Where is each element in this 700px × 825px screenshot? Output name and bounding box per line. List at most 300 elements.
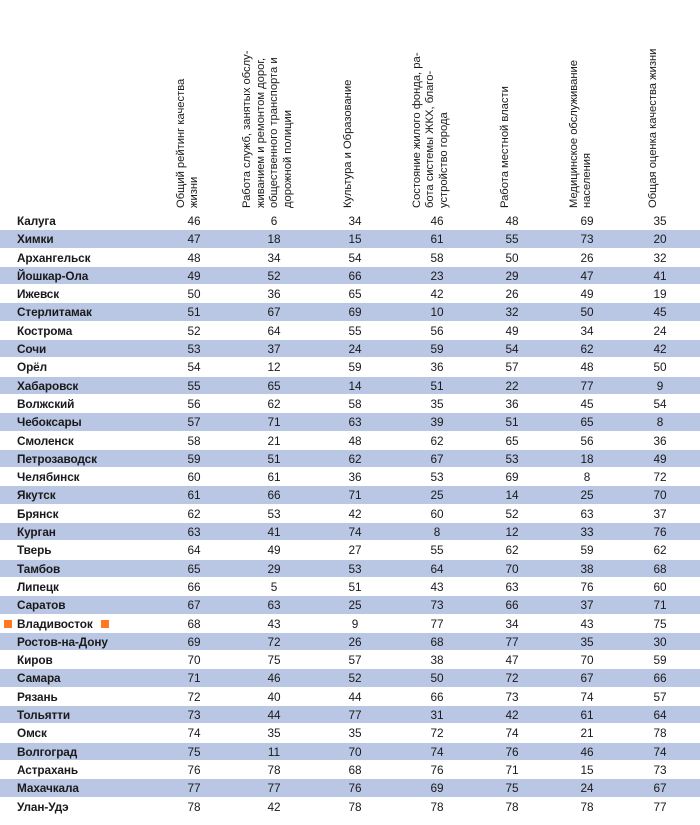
cell-value: 59 — [653, 653, 667, 668]
cell-value: 78 — [187, 799, 201, 814]
cell-value: 76 — [505, 744, 519, 759]
cell-value: 56 — [187, 396, 201, 411]
table-row — [0, 249, 700, 267]
cell-value: 73 — [430, 598, 444, 613]
cell-value: 29 — [267, 561, 281, 576]
table-row — [0, 633, 700, 651]
city-name: Самара — [17, 671, 61, 686]
cell-value: 31 — [430, 708, 444, 723]
cell-value: 50 — [580, 305, 594, 320]
table-row — [0, 322, 700, 340]
city-name: Волжский — [17, 396, 75, 411]
table-row — [0, 596, 700, 614]
cell-value: 41 — [267, 525, 281, 540]
cell-value: 49 — [267, 543, 281, 558]
city-name: Волгоград — [17, 744, 78, 759]
cell-value: 42 — [348, 506, 362, 521]
table-row — [0, 743, 700, 761]
cell-value: 67 — [267, 305, 281, 320]
cell-value: 25 — [580, 488, 594, 503]
cell-value: 53 — [505, 451, 519, 466]
cell-value: 64 — [430, 561, 444, 576]
cell-value: 69 — [430, 781, 444, 796]
table-row — [0, 688, 700, 706]
cell-value: 74 — [653, 744, 667, 759]
cell-value: 75 — [653, 616, 667, 631]
cell-value: 74 — [348, 525, 362, 540]
cell-value: 75 — [505, 781, 519, 796]
cell-value: 67 — [653, 781, 667, 796]
city-name: Калуга — [17, 214, 56, 228]
column-header-line: живанием и ремонтом дорог, — [254, 57, 267, 208]
cell-value: 77 — [267, 781, 281, 796]
cell-value: 59 — [348, 360, 362, 375]
cell-value: 35 — [580, 634, 594, 649]
cell-value: 40 — [267, 689, 281, 704]
cell-value: 66 — [653, 671, 667, 686]
cell-value: 51 — [348, 579, 362, 594]
cell-value: 71 — [267, 415, 281, 430]
cell-value: 37 — [653, 506, 667, 521]
cell-value: 25 — [348, 598, 362, 613]
table-row — [0, 761, 700, 779]
cell-value: 57 — [187, 415, 201, 430]
cell-value: 34 — [348, 214, 362, 228]
cell-value: 14 — [348, 378, 362, 393]
cell-value: 67 — [580, 671, 594, 686]
cell-value: 5 — [270, 579, 278, 594]
cell-value: 69 — [505, 470, 519, 485]
cell-value: 72 — [653, 470, 667, 485]
cell-value: 76 — [580, 579, 594, 594]
cell-value: 33 — [580, 525, 594, 540]
cell-value: 60 — [653, 579, 667, 594]
column-header-line: Культура и Образование — [342, 79, 355, 208]
cell-value: 54 — [187, 360, 201, 375]
cell-value: 51 — [187, 305, 201, 320]
cell-value: 64 — [187, 543, 201, 558]
cell-value: 77 — [430, 616, 444, 631]
cell-value: 76 — [430, 762, 444, 777]
table-row — [0, 505, 700, 523]
cell-value: 78 — [653, 726, 667, 741]
cell-value: 23 — [430, 268, 444, 283]
cell-value: 72 — [505, 671, 519, 686]
cell-value: 60 — [430, 506, 444, 521]
cell-value: 68 — [653, 561, 667, 576]
cell-value: 64 — [653, 708, 667, 723]
cell-value: 45 — [653, 305, 667, 320]
cell-value: 55 — [505, 232, 519, 247]
cell-value: 68 — [430, 634, 444, 649]
cell-value: 72 — [187, 689, 201, 704]
column-header-line: жизни — [188, 176, 200, 208]
cell-value: 44 — [348, 689, 362, 704]
cell-value: 8 — [583, 470, 591, 485]
cell-value: 73 — [505, 689, 519, 704]
cell-value: 48 — [580, 360, 594, 375]
city-name: Тамбов — [17, 561, 61, 576]
table-row — [0, 340, 700, 358]
column-header-line: Общий рейтинг качества — [174, 78, 187, 208]
cell-value: 65 — [348, 287, 362, 302]
cell-value: 62 — [580, 342, 594, 357]
cell-value: 74 — [505, 726, 519, 741]
table-row — [0, 615, 700, 633]
cell-value: 55 — [348, 323, 362, 338]
column-header-line: Медицинское обслуживание — [567, 60, 580, 208]
cell-value: 27 — [348, 543, 362, 558]
cell-value: 35 — [430, 396, 444, 411]
column-header-line: устройство города — [437, 112, 450, 208]
cell-value: 53 — [430, 470, 444, 485]
cell-value: 77 — [580, 378, 594, 393]
cell-value: 51 — [430, 378, 444, 393]
cell-value: 69 — [187, 634, 201, 649]
row-marker-right — [101, 620, 109, 628]
table-row — [0, 230, 700, 248]
cell-value: 73 — [580, 232, 594, 247]
cell-value: 62 — [267, 396, 281, 411]
table-row — [0, 669, 700, 687]
city-name: Тверь — [17, 543, 52, 558]
cell-value: 10 — [430, 305, 444, 320]
table-row — [0, 798, 700, 816]
table-row — [0, 578, 700, 596]
cell-value: 66 — [187, 579, 201, 594]
city-name: Ростов-на-Дону — [17, 634, 108, 649]
city-name: Сочи — [17, 342, 47, 357]
table-row — [0, 724, 700, 742]
city-name: Курган — [17, 525, 56, 540]
cell-value: 42 — [653, 342, 667, 357]
cell-value: 54 — [653, 396, 667, 411]
cell-value: 43 — [580, 616, 594, 631]
cell-value: 34 — [505, 616, 519, 631]
cell-value: 30 — [653, 634, 667, 649]
cell-value: 78 — [505, 799, 519, 814]
city-name: Улан-Удэ — [17, 799, 69, 814]
city-name: Хабаровск — [17, 378, 79, 393]
cell-value: 78 — [430, 799, 444, 814]
table-row — [0, 413, 700, 431]
cell-value: 56 — [580, 433, 594, 448]
city-name: Брянск — [17, 506, 59, 521]
table-row — [0, 212, 700, 230]
cell-value: 54 — [348, 250, 362, 265]
city-name: Владивосток — [17, 616, 93, 631]
cell-value: 19 — [653, 287, 667, 302]
cell-value: 63 — [187, 525, 201, 540]
cell-value: 46 — [580, 744, 594, 759]
column-header-line: Общая оценка качества жизни — [647, 48, 660, 208]
table-row — [0, 377, 700, 395]
cell-value: 64 — [267, 323, 281, 338]
cell-value: 15 — [348, 232, 362, 247]
cell-value: 68 — [187, 616, 201, 631]
cell-value: 63 — [505, 579, 519, 594]
cell-value: 32 — [505, 305, 519, 320]
cell-value: 76 — [187, 762, 201, 777]
cell-value: 20 — [653, 232, 667, 247]
cell-value: 38 — [580, 561, 594, 576]
cell-value: 36 — [653, 433, 667, 448]
city-name: Тольятти — [17, 708, 71, 723]
cell-value: 74 — [580, 689, 594, 704]
column-header-line: дорожной полиции — [281, 109, 294, 208]
cell-value: 59 — [430, 342, 444, 357]
cell-value: 67 — [430, 451, 444, 466]
cell-value: 9 — [351, 616, 359, 631]
cell-value: 53 — [267, 506, 281, 521]
cell-value: 15 — [580, 762, 594, 777]
cell-value: 55 — [187, 378, 201, 393]
cell-value: 53 — [187, 342, 201, 357]
cell-value: 42 — [505, 708, 519, 723]
cell-value: 32 — [653, 250, 667, 265]
cell-value: 44 — [267, 708, 281, 723]
cell-value: 14 — [505, 488, 519, 503]
cell-value: 8 — [433, 525, 441, 540]
cell-value: 66 — [267, 488, 281, 503]
cell-value: 73 — [187, 708, 201, 723]
table-row — [0, 779, 700, 797]
cell-value: 61 — [580, 708, 594, 723]
table-row — [0, 303, 700, 321]
cell-value: 47 — [580, 268, 594, 283]
cell-value: 18 — [267, 232, 281, 247]
column-header-line: Работа служб, занятых обслу- — [241, 50, 253, 208]
cell-value: 26 — [348, 634, 362, 649]
cell-value: 11 — [267, 744, 281, 759]
cell-value: 71 — [653, 598, 667, 613]
cell-value: 58 — [348, 396, 362, 411]
cell-value: 39 — [430, 415, 444, 430]
cell-value: 36 — [267, 287, 281, 302]
table-row — [0, 468, 700, 486]
cell-value: 24 — [653, 323, 667, 338]
cell-value: 71 — [505, 762, 519, 777]
cell-value: 52 — [505, 506, 519, 521]
cell-value: 72 — [430, 726, 444, 741]
cell-value: 34 — [267, 250, 281, 265]
cell-value: 65 — [580, 415, 594, 430]
table-row — [0, 486, 700, 504]
city-name: Орёл — [17, 360, 48, 375]
cell-value: 51 — [505, 415, 519, 430]
city-name: Архангельск — [17, 250, 91, 265]
cell-value: 76 — [348, 781, 362, 796]
cell-value: 78 — [267, 762, 281, 777]
cell-value: 47 — [187, 232, 201, 247]
cell-value: 42 — [267, 799, 281, 814]
city-name: Челябинск — [17, 470, 80, 485]
cell-value: 24 — [348, 342, 362, 357]
cell-value: 6 — [270, 214, 278, 228]
cell-value: 63 — [580, 506, 594, 521]
table-row — [0, 395, 700, 413]
table-row — [0, 358, 700, 376]
cell-value: 45 — [580, 396, 594, 411]
cell-value: 74 — [430, 744, 444, 759]
cell-value: 50 — [187, 287, 201, 302]
cell-value: 26 — [505, 287, 519, 302]
cell-value: 35 — [267, 726, 281, 741]
table-row — [0, 541, 700, 559]
city-name: Смоленск — [17, 433, 74, 448]
city-name: Саратов — [17, 598, 66, 613]
cell-value: 74 — [187, 726, 201, 741]
cell-value: 63 — [267, 598, 281, 613]
cell-value: 67 — [187, 598, 201, 613]
cell-value: 48 — [187, 250, 201, 265]
table-row — [0, 560, 700, 578]
cell-value: 65 — [505, 433, 519, 448]
cell-value: 78 — [580, 799, 594, 814]
cell-value: 62 — [653, 543, 667, 558]
city-name: Липецк — [17, 579, 59, 594]
table-row — [0, 432, 700, 450]
cell-value: 76 — [653, 525, 667, 540]
table-row — [0, 450, 700, 468]
cell-value: 46 — [267, 671, 281, 686]
cell-value: 49 — [653, 451, 667, 466]
city-name: Омск — [17, 726, 47, 741]
cell-value: 61 — [267, 470, 281, 485]
cell-value: 55 — [430, 543, 444, 558]
cell-value: 63 — [348, 415, 362, 430]
cell-value: 25 — [430, 488, 444, 503]
city-name: Киров — [17, 653, 53, 668]
cell-value: 66 — [430, 689, 444, 704]
cell-value: 50 — [653, 360, 667, 375]
city-name: Чебоксары — [17, 415, 82, 430]
table-row — [0, 706, 700, 724]
city-name: Ижевск — [17, 287, 60, 302]
cell-value: 37 — [267, 342, 281, 357]
cell-value: 62 — [187, 506, 201, 521]
cell-value: 34 — [580, 323, 594, 338]
cell-value: 41 — [653, 268, 667, 283]
cell-value: 66 — [348, 268, 362, 283]
cell-value: 36 — [348, 470, 362, 485]
cell-value: 77 — [187, 781, 201, 796]
city-name: Петрозаводск — [17, 451, 97, 466]
cell-value: 57 — [348, 653, 362, 668]
cell-value: 78 — [348, 799, 362, 814]
cell-value: 8 — [656, 415, 664, 430]
cell-value: 35 — [653, 214, 667, 228]
cell-value: 47 — [505, 653, 519, 668]
cell-value: 37 — [580, 598, 594, 613]
cell-value: 71 — [187, 671, 201, 686]
cell-value: 12 — [505, 525, 519, 540]
cell-value: 75 — [187, 744, 201, 759]
cell-value: 49 — [187, 268, 201, 283]
cell-value: 24 — [580, 781, 594, 796]
column-header-line: Работа местной власти — [499, 86, 512, 208]
cell-value: 60 — [187, 470, 201, 485]
city-name: Рязань — [17, 689, 58, 704]
cell-value: 50 — [430, 671, 444, 686]
cell-value: 52 — [348, 671, 362, 686]
cell-value: 77 — [505, 634, 519, 649]
cell-value: 46 — [430, 214, 444, 228]
cell-value: 52 — [267, 268, 281, 283]
cell-value: 62 — [430, 433, 444, 448]
table-row — [0, 523, 700, 541]
column-header-line: бота системы ЖКХ, благо- — [424, 70, 437, 208]
cell-value: 65 — [267, 378, 281, 393]
cell-value: 49 — [505, 323, 519, 338]
cell-value: 70 — [580, 653, 594, 668]
cell-value: 42 — [430, 287, 444, 302]
table-row — [0, 651, 700, 669]
cell-value: 73 — [653, 762, 667, 777]
cell-value: 46 — [187, 214, 201, 228]
table-row — [0, 285, 700, 303]
cell-value: 51 — [267, 451, 281, 466]
cell-value: 38 — [430, 653, 444, 668]
cell-value: 70 — [653, 488, 667, 503]
cell-value: 69 — [348, 305, 362, 320]
cell-value: 22 — [505, 378, 519, 393]
cell-value: 9 — [656, 378, 664, 393]
rating-table — [0, 212, 700, 816]
cell-value: 70 — [505, 561, 519, 576]
cell-value: 75 — [267, 653, 281, 668]
city-name: Астрахань — [17, 762, 79, 777]
cell-value: 59 — [187, 451, 201, 466]
cell-value: 70 — [348, 744, 362, 759]
cell-value: 71 — [348, 488, 362, 503]
cell-value: 58 — [187, 433, 201, 448]
table-row — [0, 267, 700, 285]
cell-value: 57 — [653, 689, 667, 704]
cell-value: 35 — [348, 726, 362, 741]
cell-value: 70 — [187, 653, 201, 668]
column-header-line: населения — [581, 152, 593, 208]
city-name: Химки — [17, 232, 54, 247]
cell-value: 61 — [187, 488, 201, 503]
cell-value: 18 — [580, 451, 594, 466]
cell-value: 48 — [505, 214, 519, 228]
cell-value: 53 — [348, 561, 362, 576]
cell-value: 49 — [580, 287, 594, 302]
cell-value: 56 — [430, 323, 444, 338]
row-marker-left — [4, 620, 12, 628]
cell-value: 77 — [348, 708, 362, 723]
cell-value: 43 — [267, 616, 281, 631]
cell-value: 50 — [505, 250, 519, 265]
cell-value: 69 — [580, 214, 594, 228]
city-name: Йошкар-Ола — [17, 268, 89, 283]
cell-value: 29 — [505, 268, 519, 283]
column-header-line: общественного транспорта и — [268, 57, 280, 208]
cell-value: 66 — [505, 598, 519, 613]
column-headers — [0, 0, 700, 212]
cell-value: 62 — [505, 543, 519, 558]
cell-value: 61 — [430, 232, 444, 247]
cell-value: 43 — [430, 579, 444, 594]
city-name: Якутск — [17, 488, 56, 503]
cell-value: 59 — [580, 543, 594, 558]
cell-value: 65 — [187, 561, 201, 576]
cell-value: 48 — [348, 433, 362, 448]
cell-value: 21 — [580, 726, 594, 741]
cell-value: 54 — [505, 342, 519, 357]
cell-value: 12 — [267, 360, 281, 375]
